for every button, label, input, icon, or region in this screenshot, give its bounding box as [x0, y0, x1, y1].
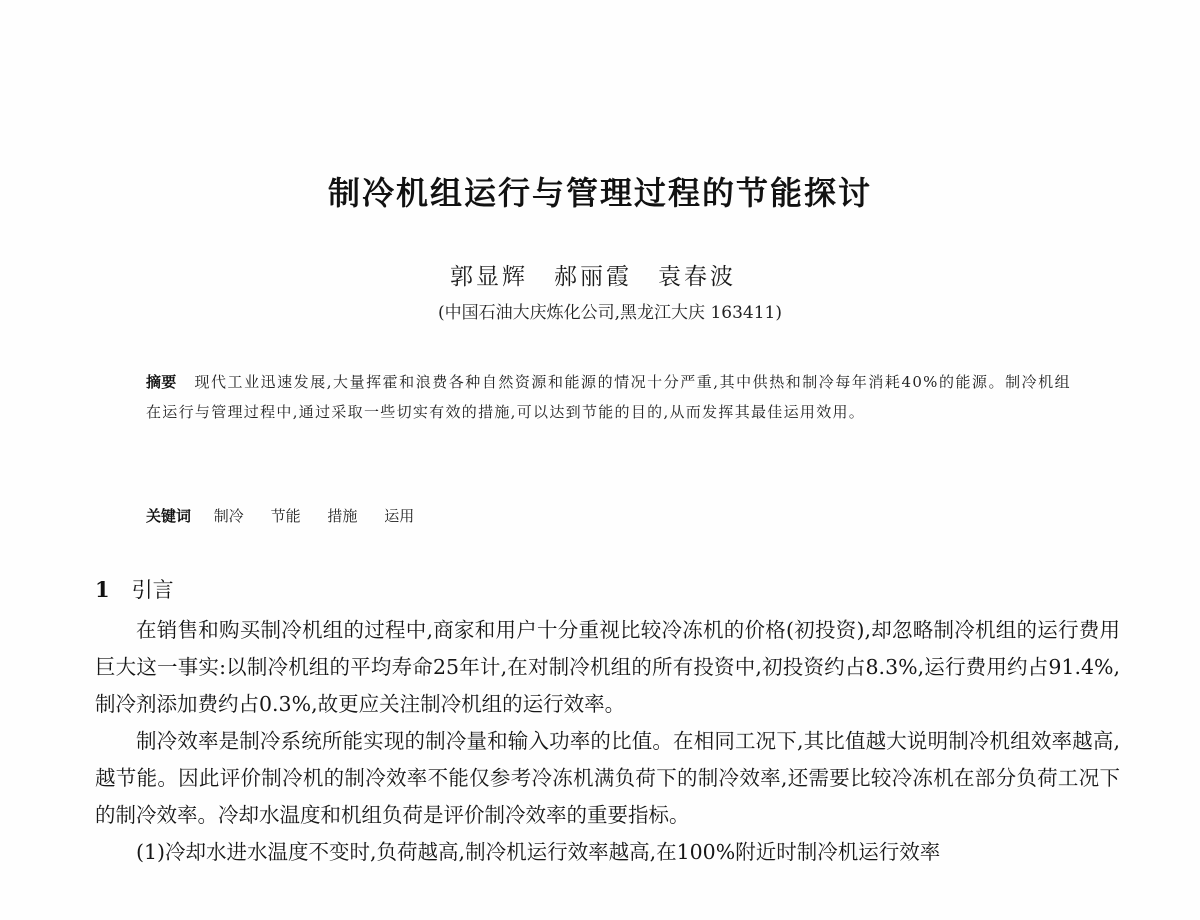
keyword: 运用: [384, 507, 415, 525]
section-number: 1: [95, 577, 110, 602]
keywords-label: 关键词: [146, 507, 192, 525]
body-paragraph: (1)冷却水进水温度不变时,负荷越高,制冷机运行效率越高,在100%附近时制冷机运行效率: [136, 840, 941, 864]
abstract-label: 摘要: [146, 373, 177, 391]
author-name: 袁春波: [658, 264, 736, 290]
abstract: [146, 367, 1071, 427]
keyword: 措施: [327, 507, 358, 525]
author-list: [450, 258, 762, 291]
paper-title: 制冷机组运行与管理过程的节能探讨: [327, 174, 872, 212]
author-name: 郭显辉: [450, 264, 528, 290]
section-title: 引言: [131, 578, 174, 602]
keyword: 制冷: [213, 507, 244, 525]
keywords: [146, 505, 436, 526]
affiliation: (中国石油大庆炼化公司,黑龙江大庆 163411): [438, 303, 782, 323]
section-heading: [95, 574, 174, 604]
abstract-text: 现代工业迅速发展,大量挥霍和浪费各种自然资源和能源的情况十分严重,其中供热和制冷每年消耗40%的能源。制冷机组在运行与管理过程中,通过采取一些切实有效的措施,可以达到节能的目的,从而发挥其最佳运用效用。: [146, 373, 1071, 421]
section-body: [95, 612, 1120, 871]
keyword: 节能: [270, 507, 301, 525]
body-paragraph: 在销售和购买制冷机组的过程中,商家和用户十分重视比较冷冻机的价格(初投资),却忽略制冷机组的运行费用巨大这一事实:以制冷机组的平均寿命25年计,在对制冷机组的所有投资中,初投资约占8.3%,运行费用约占91.4%,制冷剂添加费约占0.3%,故更应关注制冷机组的运行效率。: [95, 618, 1120, 716]
body-paragraph: 制冷效率是制冷系统所能实现的制冷量和输入功率的比值。在相同工况下,其比值越大说明制冷机组效率越高,越节能。因此评价制冷机的制冷效率不能仅参考冷冻机满负荷下的制冷效率,还需要比较冷冻机在部分负荷工况下的制冷效率。冷却水温度和机组负荷是评价制冷效率的重要指标。: [95, 729, 1120, 827]
author-name: 郝丽霞: [554, 264, 632, 290]
